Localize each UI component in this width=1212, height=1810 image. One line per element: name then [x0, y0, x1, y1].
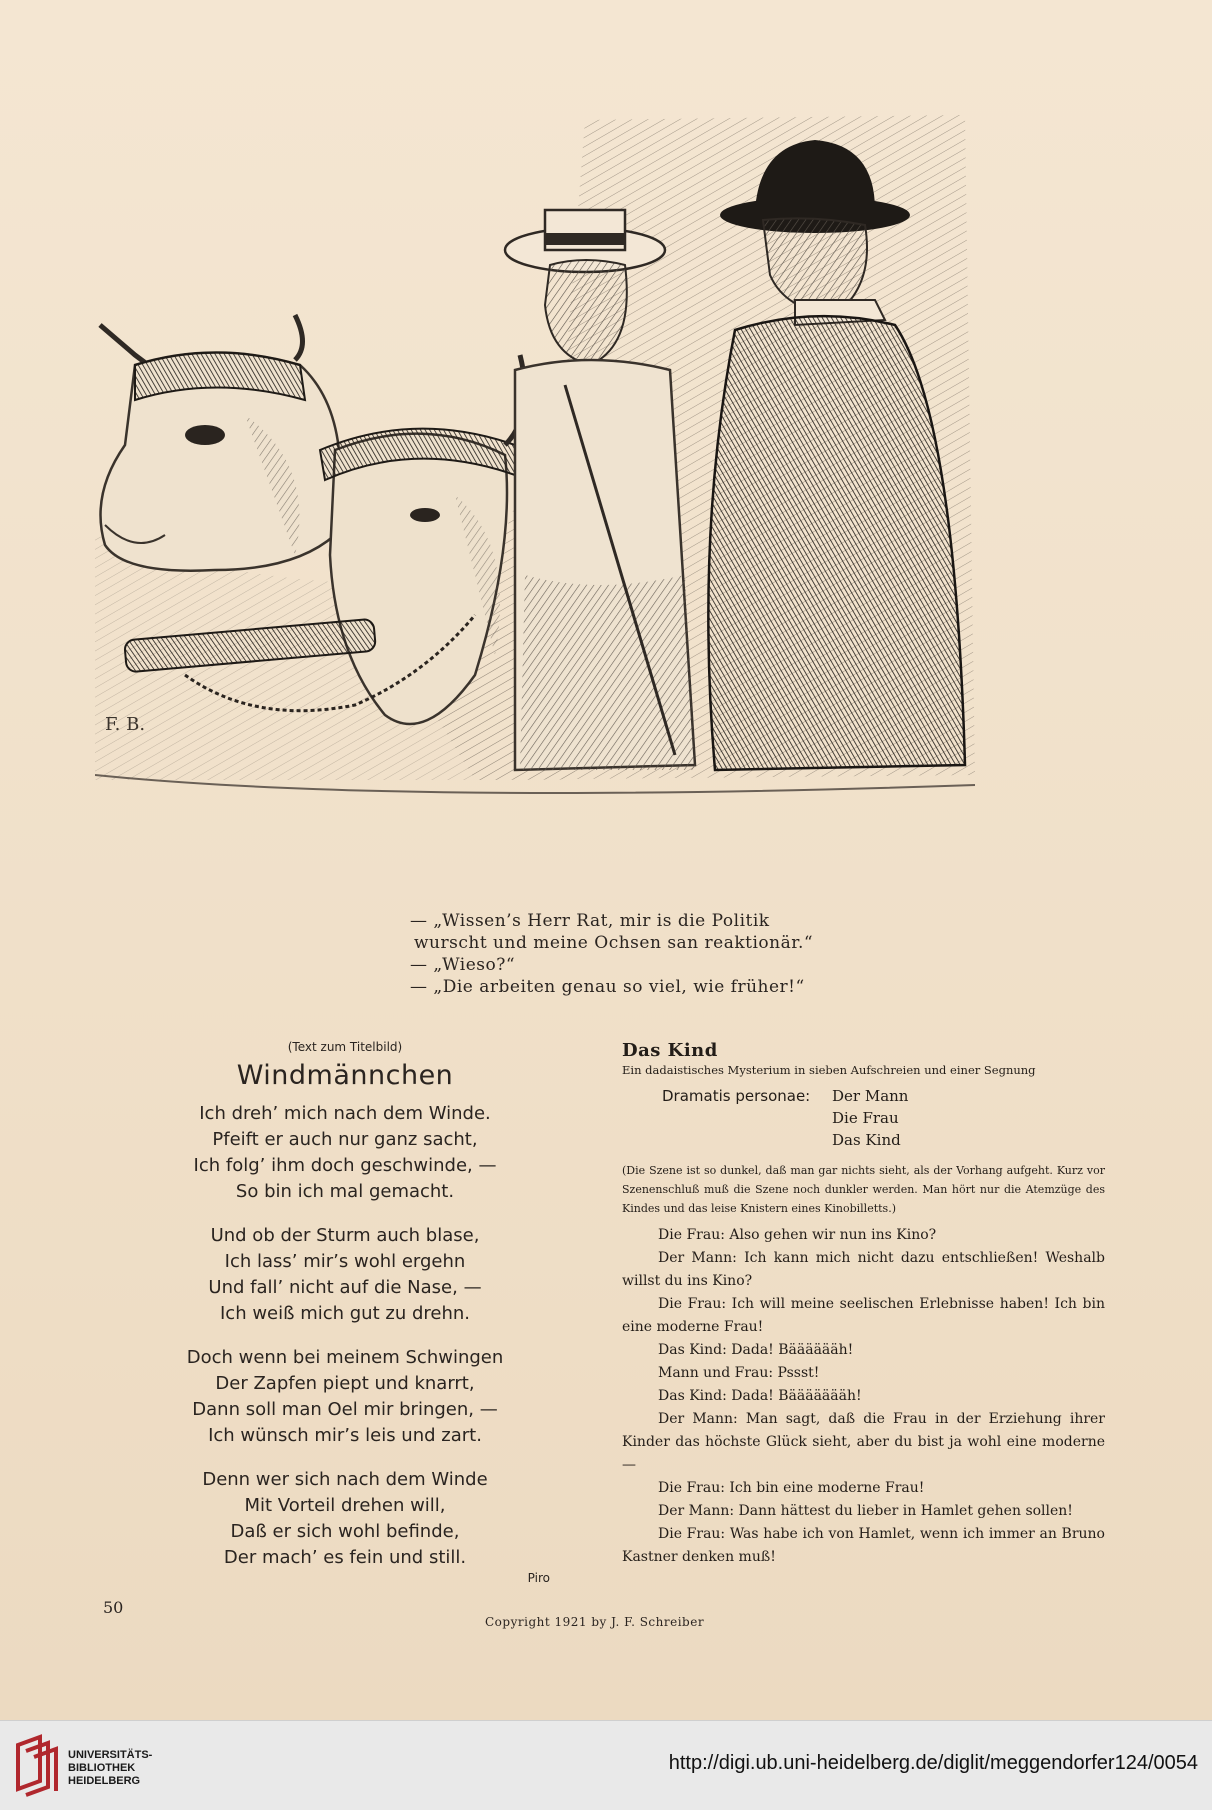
caption-line: — „Die arbeiten genau so viel, wie früher!“ [410, 977, 805, 997]
poem-line: Und ob der Sturm auch blase, [210, 1225, 480, 1246]
illustration-caption [410, 910, 840, 998]
poem-line: Der mach’ es fein und still. [223, 1547, 467, 1568]
dialogue-line: Die Frau: Also gehen wir nun ins Kino? [658, 1227, 937, 1243]
poem-line: Doch wenn bei meinem Schwingen [186, 1347, 504, 1368]
dialogue-line: Der Mann: Man sagt, daß die Frau in der Erziehung ihrer Kinder das höchste Glück sieht, aber du bist ja wohl eine moderne — [622, 1411, 1105, 1473]
library-logo-icon[interactable] [12, 1733, 60, 1797]
poem-author: Piro [527, 1571, 550, 1585]
source-url-link[interactable]: http://digi.ub.uni-heidelberg.de/diglit/meggendorfer124/0054 [668, 1752, 1198, 1774]
personae-label: Dramatis personae: [662, 1087, 811, 1105]
persona: Die Frau [832, 1109, 899, 1127]
personae-row [622, 1085, 1105, 1107]
poem-line: Ich dreh’ mich nach dem Winde. [199, 1103, 491, 1124]
library-footer [0, 1720, 1212, 1810]
dialogue-line: Der Mann: Ich kann mich nicht dazu entschließen! Weshalb willst du ins Kino? [622, 1250, 1105, 1289]
persona: Der Mann [832, 1087, 909, 1105]
logo-line: BIBLIOTHEK [68, 1762, 136, 1774]
svg-text:F. B.: F. B. [105, 714, 146, 735]
poem-line: Daß er sich wohl befinde, [230, 1521, 460, 1542]
poem-line: Ich lass’ mir’s wohl ergehn [224, 1251, 466, 1272]
left-ox [100, 315, 340, 571]
poem-column [140, 1040, 550, 1585]
dialogue-line: Mann und Frau: Pssst! [658, 1365, 820, 1381]
copyright-line: Copyright 1921 by J. F. Schreiber [485, 1615, 705, 1629]
dialogue-line: Der Mann: Dann hättest du lieber in Hamlet gehen sollen! [658, 1503, 1073, 1519]
poem-line: Dann soll man Oel mir bringen, — [192, 1399, 498, 1420]
poem-line: Ich folg’ ihm doch geschwinde, — [193, 1155, 497, 1176]
poem-line: Denn wer sich nach dem Winde [202, 1469, 488, 1490]
poem-line: Der Zapfen piept und knarrt, [215, 1373, 475, 1394]
poem-line: Pfeift er auch nur ganz sacht, [212, 1129, 478, 1150]
stage-direction: (Die Szene ist so dunkel, daß man gar nichts sieht, als der Vorhang aufgeht. Kurz vor Szenenschluß muß die Szene noch dunkler werden. Man hört nur die Atemzüge des Kindes und das leise Knistern eines Kinobilletts.) [622, 1164, 1105, 1215]
page-number: 50 [103, 1598, 124, 1617]
poem-line: Ich weiß mich gut zu drehn. [220, 1303, 470, 1324]
play-title: Das Kind [622, 1040, 718, 1061]
play-subtitle: Ein dadaistisches Mysterium in sieben Aufschreien und einer Segnung [622, 1063, 1036, 1077]
oxen-and-men-illustration [95, 115, 1115, 895]
logo-line: HEIDELBERG [68, 1775, 141, 1787]
poem-line: Und fall’ nicht auf die Nase, — [208, 1277, 482, 1298]
poem-line: Mit Vorteil drehen will, [244, 1495, 446, 1516]
dialogue-line: Die Frau: Was habe ich von Hamlet, wenn ich immer an Bruno Kastner denken muß! [622, 1526, 1105, 1565]
stanza [140, 1101, 550, 1205]
dialogue-line: Das Kind: Dada! Bäääääääh! [658, 1388, 862, 1404]
stanza [140, 1467, 550, 1571]
logo-line: UNIVERSITÄTS- [68, 1749, 153, 1761]
caption-line: — „Wissen’s Herr Rat, mir is die Politik [410, 911, 770, 931]
caption-line: wurscht und meine Ochsen san reaktionär.“ [414, 933, 814, 953]
stanza [140, 1345, 550, 1449]
poem-line: So bin ich mal gemacht. [235, 1181, 455, 1202]
caption-line: — „Wieso?“ [410, 955, 516, 975]
dialogue-line: Die Frau: Ich bin eine moderne Frau! [658, 1480, 925, 1496]
dialogue [622, 1224, 1105, 1569]
play-column [622, 1040, 1105, 1569]
poem-subtitle: (Text zum Titelbild) [287, 1040, 403, 1054]
persona: Das Kind [832, 1131, 901, 1149]
library-logo-text[interactable] [68, 1749, 152, 1788]
poem-line: Ich wünsch mir’s leis und zart. [208, 1425, 482, 1446]
stanza [140, 1223, 550, 1327]
poem-title: Windmännchen [236, 1060, 454, 1091]
dialogue-line: Das Kind: Dada! Bääääääh! [658, 1342, 854, 1358]
dialogue-line: Die Frau: Ich will meine seelischen Erlebnisse haben! Ich bin eine moderne Frau! [622, 1296, 1105, 1335]
